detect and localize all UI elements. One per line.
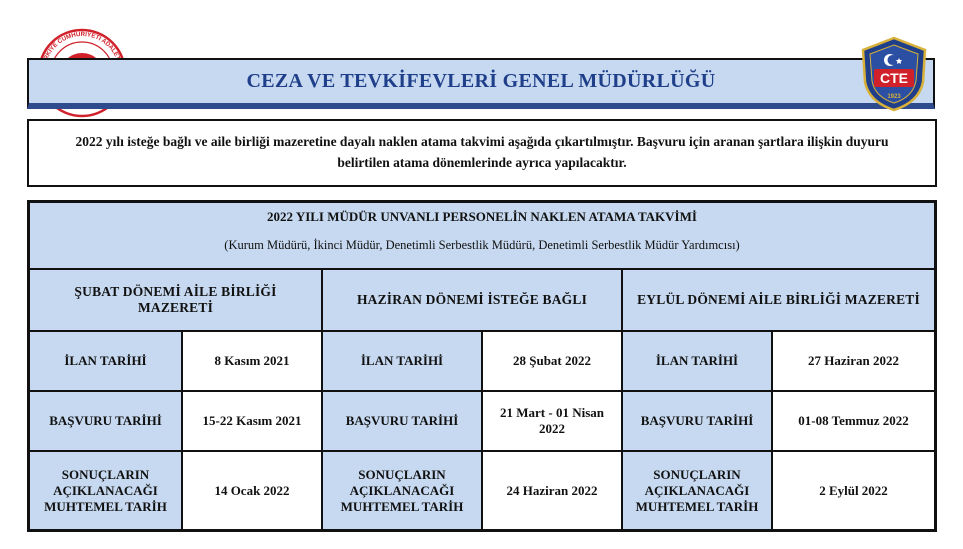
page-header bbox=[27, 58, 935, 109]
period-header-subat: ŞUBAT DÖNEMİ AİLE BİRLİĞİ MAZERETİ bbox=[30, 270, 321, 330]
basvuru-label: BAŞVURU TARİHİ bbox=[323, 392, 481, 450]
sonuc-value: 2 Eylül 2022 bbox=[773, 452, 934, 529]
period-header-haziran: HAZİRAN DÖNEMİ İSTEĞE BAĞLI bbox=[323, 270, 621, 330]
announcement-paragraph: 2022 yılı isteğe bağlı ve aile birliği mazeretine dayalı naklen atama takvimi aşağıda çıkartılmıştır. Başvuru için aranan şartlara ilişkin duyuru belirtilen atama dönemlerinde ayrıca yapılacaktır. bbox=[75, 134, 889, 170]
sonuc-value: 14 Ocak 2022 bbox=[183, 452, 321, 529]
ilan-label: İLAN TARİHİ bbox=[623, 332, 771, 390]
table-header bbox=[30, 203, 934, 268]
ilan-label: İLAN TARİHİ bbox=[30, 332, 181, 390]
table-subtitle: (Kurum Müdürü, İkinci Müdür, Denetimli Serbestlik Müdürü, Denetimli Serbestlik Müdür Yardımcısı) bbox=[224, 238, 740, 252]
svg-text:CTE: CTE bbox=[880, 70, 908, 86]
ilan-value: 28 Şubat 2022 bbox=[483, 332, 621, 390]
ilan-label: İLAN TARİHİ bbox=[323, 332, 481, 390]
ilan-value: 27 Haziran 2022 bbox=[773, 332, 934, 390]
period-header-eylul: EYLÜL DÖNEMİ AİLE BİRLİĞİ MAZERETİ bbox=[623, 270, 934, 330]
sonuc-label: SONUÇLARIN AÇIKLANACAĞI MUHTEMEL TARİH bbox=[623, 452, 771, 529]
basvuru-value: 15-22 Kasım 2021 bbox=[183, 392, 321, 450]
ilan-value: 8 Kasım 2021 bbox=[183, 332, 321, 390]
basvuru-label: BAŞVURU TARİHİ bbox=[30, 392, 181, 450]
svg-text:TÜRKİYE CUMHURİYETİ ADALET BAK: KİYE CUMHURİYETİ ADALE bbox=[44, 30, 120, 58]
table-title: 2022 YILI MÜDÜR UNVANLI PERSONELİN NAKLEN ATAMA TAKVİMİ bbox=[267, 209, 697, 224]
basvuru-label: BAŞVURU TARİHİ bbox=[623, 392, 771, 450]
cte-emblem-icon bbox=[859, 36, 929, 112]
svg-text:1923: 1923 bbox=[887, 94, 901, 100]
sonuc-value: 24 Haziran 2022 bbox=[483, 452, 621, 529]
schedule-table bbox=[27, 200, 937, 532]
sonuc-label: SONUÇLARIN AÇIKLANACAĞI MUHTEMEL TARİH bbox=[30, 452, 181, 529]
basvuru-value: 01-08 Temmuz 2022 bbox=[773, 392, 934, 450]
announcement-text bbox=[27, 119, 937, 187]
sonuc-label: SONUÇLARIN AÇIKLANACAĞI MUHTEMEL TARİH bbox=[323, 452, 481, 529]
page-title: CEZA VE TEVKİFEVLERİ GENEL MÜDÜRLÜĞÜ bbox=[246, 70, 716, 92]
basvuru-value: 21 Mart - 01 Nisan 2022 bbox=[483, 392, 621, 450]
